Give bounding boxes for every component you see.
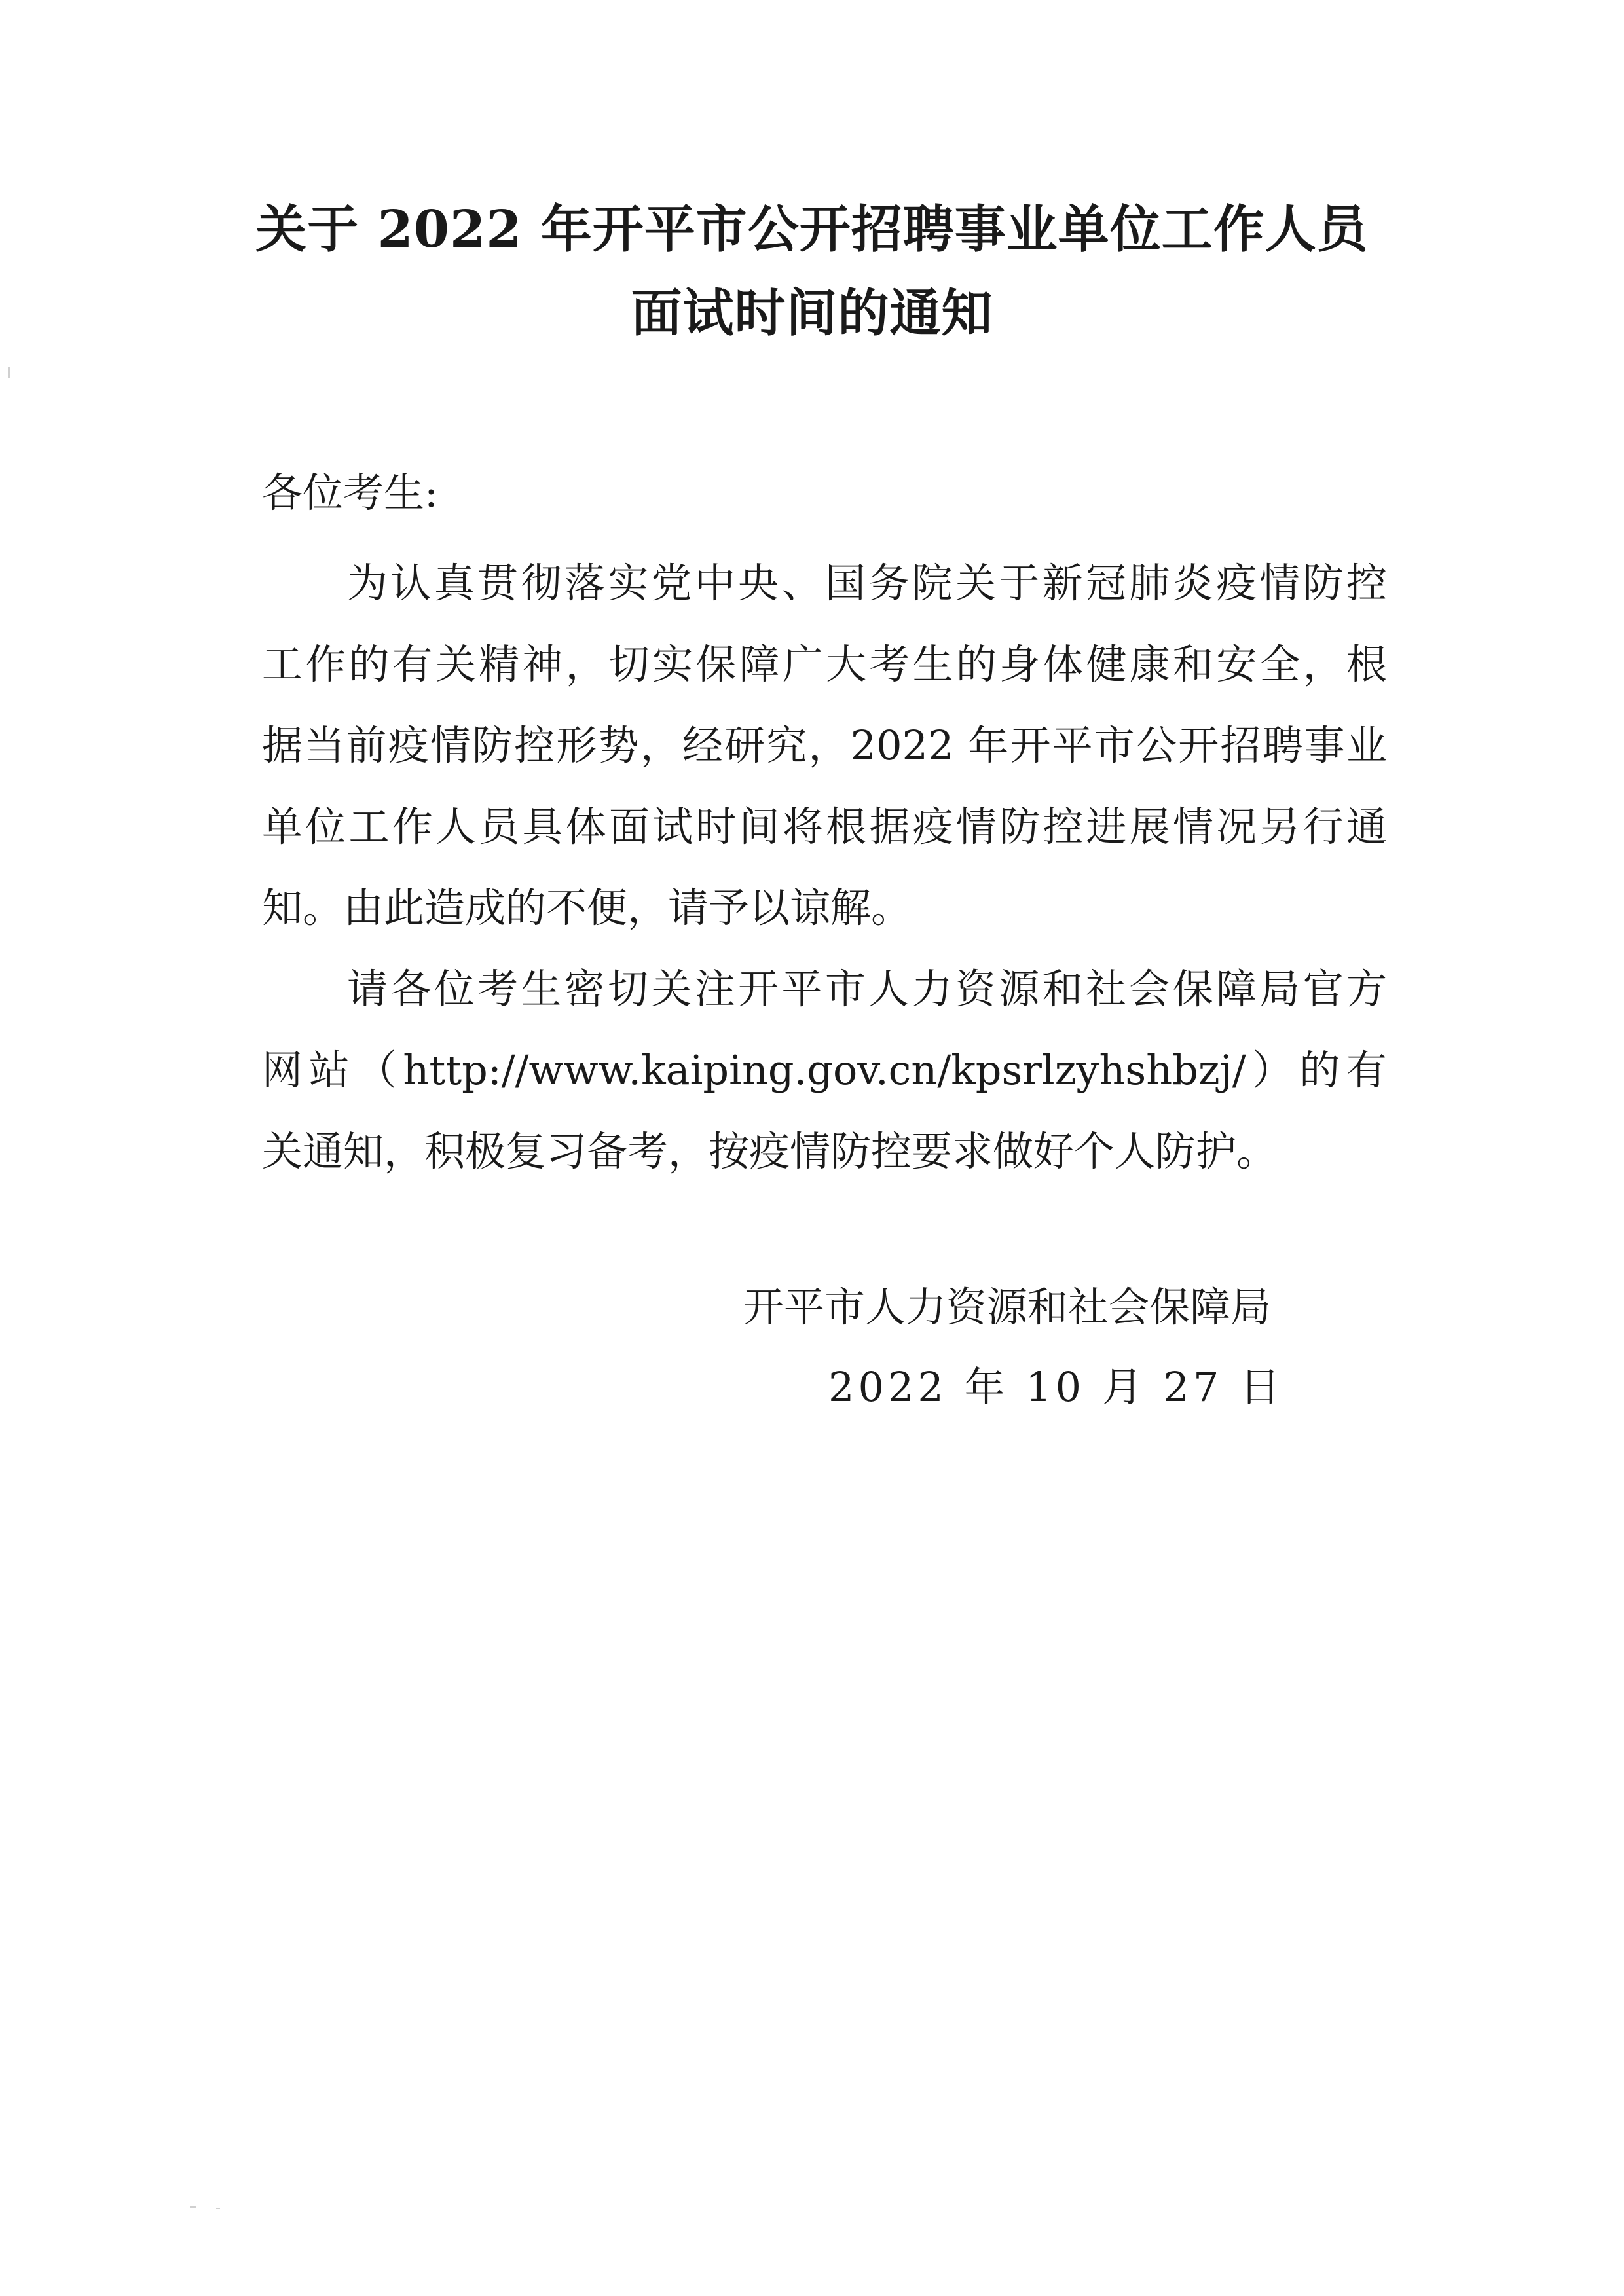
- paragraph-1-line-2: 工作的有关精神，切实保障广大考生的身体健康和安全，根: [262, 640, 1387, 688]
- paragraph-1-line-1: 为认真贯彻落实党中央、国务院关于新冠肺炎疫情防控: [347, 559, 1387, 607]
- signature-date: 2022 年 10 月 27 日: [828, 1363, 1285, 1411]
- paragraph-1-line-4: 单位工作人员具体面试时间将根据疫情防控进展情况另行通: [262, 803, 1387, 850]
- scan-speck: [190, 2206, 196, 2208]
- salutation: 各位考生:: [262, 469, 438, 517]
- paragraph-2-line-3: 关通知，积极复习备考，按疫情防控要求做好个人防护。: [262, 1127, 1278, 1175]
- scan-speck: [8, 367, 10, 378]
- notice-title-line-1: 关于 2022 年开平市公开招聘事业单位工作人员: [255, 200, 1369, 259]
- signature-organization: 开平市人力资源和社会保障局: [743, 1283, 1272, 1331]
- notice-title-line-2: 面试时间的通知: [631, 283, 993, 343]
- scan-speck: [216, 2208, 220, 2209]
- paragraph-1-line-3: 据当前疫情防控形势，经研究，2022 年开平市公开招聘事业: [262, 721, 1387, 769]
- paragraph-2-line-1: 请各位考生密切关注开平市人力资源和社会保障局官方: [347, 965, 1387, 1013]
- paragraph-2-line-2: 网站（http://www.kaiping.gov.cn/kpsrlzyhshbzj/）的有: [262, 1046, 1387, 1094]
- paragraph-1-line-5: 知。由此造成的不便，请予以谅解。: [262, 884, 912, 932]
